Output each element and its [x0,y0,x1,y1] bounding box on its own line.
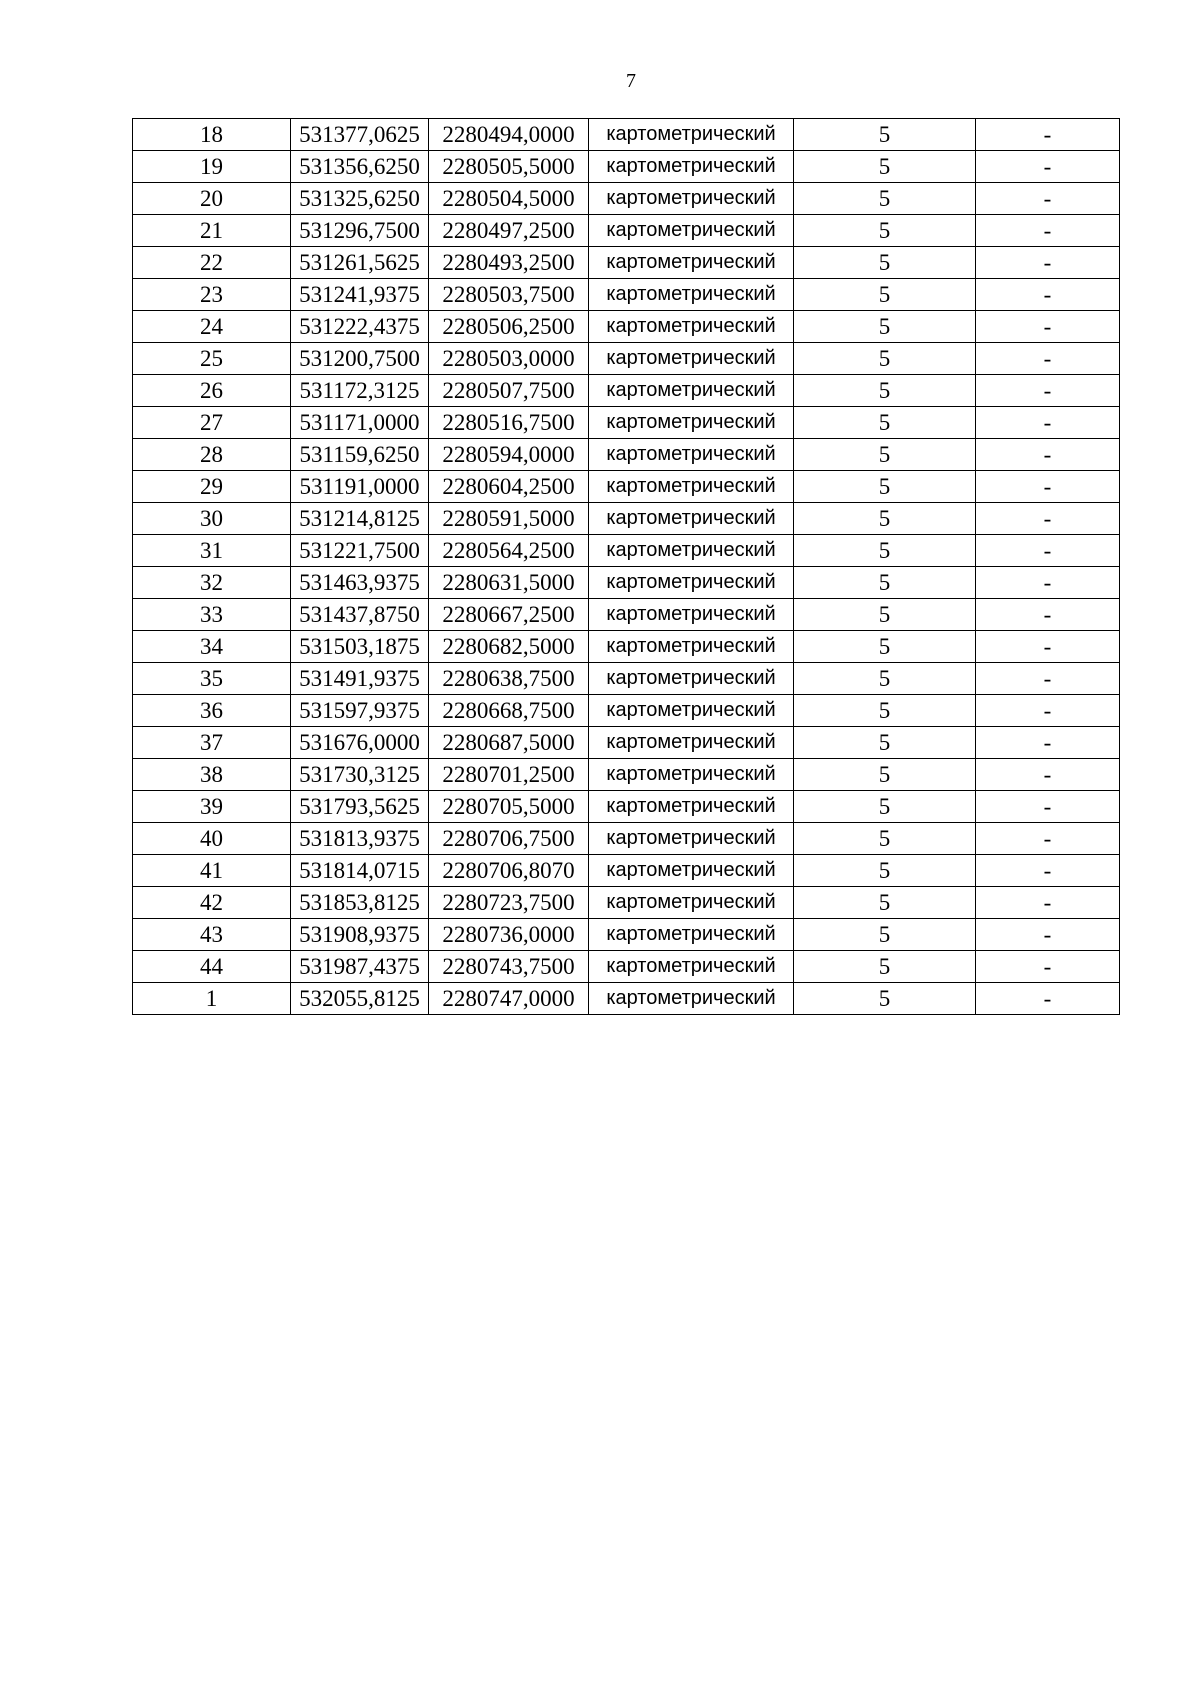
table-row [133,631,1120,663]
method-cell: картометрический [589,695,794,727]
table-row [133,983,1120,1015]
accuracy-cell: 5 [794,951,976,983]
point-number-cell: 21 [133,215,291,247]
point-number-cell: 43 [133,919,291,951]
method-cell: картометрический [589,503,794,535]
note-cell: - [976,535,1120,567]
note-cell: - [976,375,1120,407]
method-cell: картометрический [589,823,794,855]
table-row [133,855,1120,887]
accuracy-cell: 5 [794,503,976,535]
table-row [133,471,1120,503]
y-coordinate-cell: 2280503,7500 [429,279,589,311]
point-number-cell: 29 [133,471,291,503]
x-coordinate-cell: 531491,9375 [291,663,429,695]
method-cell: картометрический [589,663,794,695]
note-cell: - [976,343,1120,375]
note-cell: - [976,215,1120,247]
table-row [133,535,1120,567]
y-coordinate-cell: 2280505,5000 [429,151,589,183]
note-cell: - [976,951,1120,983]
x-coordinate-cell: 531191,0000 [291,471,429,503]
point-number-cell: 30 [133,503,291,535]
x-coordinate-cell: 531296,7500 [291,215,429,247]
x-coordinate-cell: 531676,0000 [291,727,429,759]
method-cell: картометрический [589,471,794,503]
point-number-cell: 1 [133,983,291,1015]
y-coordinate-cell: 2280705,5000 [429,791,589,823]
method-cell: картометрический [589,855,794,887]
accuracy-cell: 5 [794,343,976,375]
accuracy-cell: 5 [794,311,976,343]
table-row [133,375,1120,407]
point-number-cell: 28 [133,439,291,471]
accuracy-cell: 5 [794,567,976,599]
x-coordinate-cell: 531463,9375 [291,567,429,599]
table-row [133,183,1120,215]
accuracy-cell: 5 [794,759,976,791]
method-cell: картометрический [589,183,794,215]
point-number-cell: 27 [133,407,291,439]
x-coordinate-cell: 531814,0715 [291,855,429,887]
note-cell: - [976,887,1120,919]
point-number-cell: 37 [133,727,291,759]
y-coordinate-cell: 2280516,7500 [429,407,589,439]
y-coordinate-cell: 2280503,0000 [429,343,589,375]
method-cell: картометрический [589,599,794,631]
y-coordinate-cell: 2280706,8070 [429,855,589,887]
x-coordinate-cell: 531853,8125 [291,887,429,919]
note-cell: - [976,759,1120,791]
y-coordinate-cell: 2280594,0000 [429,439,589,471]
x-coordinate-cell: 531730,3125 [291,759,429,791]
x-coordinate-cell: 531793,5625 [291,791,429,823]
y-coordinate-cell: 2280638,7500 [429,663,589,695]
note-cell: - [976,855,1120,887]
accuracy-cell: 5 [794,119,976,151]
page-number: 7 [626,70,636,92]
accuracy-cell: 5 [794,855,976,887]
point-number-cell: 22 [133,247,291,279]
method-cell: картометрический [589,407,794,439]
point-number-cell: 36 [133,695,291,727]
note-cell: - [976,823,1120,855]
method-cell: картометрический [589,119,794,151]
method-cell: картометрический [589,311,794,343]
method-cell: картометрический [589,375,794,407]
method-cell: картометрический [589,951,794,983]
table-row [133,951,1120,983]
point-number-cell: 25 [133,343,291,375]
accuracy-cell: 5 [794,439,976,471]
table-row [133,567,1120,599]
method-cell: картометрический [589,439,794,471]
table-row [133,311,1120,343]
y-coordinate-cell: 2280591,5000 [429,503,589,535]
accuracy-cell: 5 [794,215,976,247]
x-coordinate-cell: 531325,6250 [291,183,429,215]
y-coordinate-cell: 2280493,2500 [429,247,589,279]
note-cell: - [976,695,1120,727]
accuracy-cell: 5 [794,919,976,951]
table-row [133,407,1120,439]
y-coordinate-cell: 2280506,2500 [429,311,589,343]
table-row [133,919,1120,951]
point-number-cell: 32 [133,567,291,599]
y-coordinate-cell: 2280687,5000 [429,727,589,759]
x-coordinate-cell: 531987,4375 [291,951,429,983]
note-cell: - [976,567,1120,599]
method-cell: картометрический [589,791,794,823]
table-row [133,439,1120,471]
point-number-cell: 24 [133,311,291,343]
note-cell: - [976,503,1120,535]
table-row [133,759,1120,791]
table-row [133,151,1120,183]
accuracy-cell: 5 [794,471,976,503]
note-cell: - [976,663,1120,695]
note-cell: - [976,791,1120,823]
table-row [133,215,1120,247]
note-cell: - [976,247,1120,279]
table-row [133,119,1120,151]
table-row [133,599,1120,631]
note-cell: - [976,407,1120,439]
point-number-cell: 23 [133,279,291,311]
y-coordinate-cell: 2280723,7500 [429,887,589,919]
x-coordinate-cell: 531159,6250 [291,439,429,471]
x-coordinate-cell: 532055,8125 [291,983,429,1015]
table-row [133,695,1120,727]
accuracy-cell: 5 [794,791,976,823]
table-row [133,279,1120,311]
accuracy-cell: 5 [794,407,976,439]
y-coordinate-cell: 2280494,0000 [429,119,589,151]
accuracy-cell: 5 [794,631,976,663]
accuracy-cell: 5 [794,983,976,1015]
note-cell: - [976,471,1120,503]
accuracy-cell: 5 [794,599,976,631]
y-coordinate-cell: 2280747,0000 [429,983,589,1015]
method-cell: картометрический [589,279,794,311]
y-coordinate-cell: 2280604,2500 [429,471,589,503]
note-cell: - [976,983,1120,1015]
x-coordinate-cell: 531171,0000 [291,407,429,439]
x-coordinate-cell: 531356,6250 [291,151,429,183]
note-cell: - [976,919,1120,951]
x-coordinate-cell: 531222,4375 [291,311,429,343]
x-coordinate-cell: 531597,9375 [291,695,429,727]
y-coordinate-cell: 2280668,7500 [429,695,589,727]
point-number-cell: 39 [133,791,291,823]
coordinates-table-body [133,119,1120,1015]
x-coordinate-cell: 531241,9375 [291,279,429,311]
point-number-cell: 31 [133,535,291,567]
x-coordinate-cell: 531377,0625 [291,119,429,151]
accuracy-cell: 5 [794,695,976,727]
point-number-cell: 41 [133,855,291,887]
table-row [133,823,1120,855]
method-cell: картометрический [589,567,794,599]
point-number-cell: 20 [133,183,291,215]
accuracy-cell: 5 [794,375,976,407]
accuracy-cell: 5 [794,727,976,759]
x-coordinate-cell: 531172,3125 [291,375,429,407]
x-coordinate-cell: 531813,9375 [291,823,429,855]
point-number-cell: 42 [133,887,291,919]
method-cell: картометрический [589,727,794,759]
x-coordinate-cell: 531908,9375 [291,919,429,951]
point-number-cell: 44 [133,951,291,983]
point-number-cell: 38 [133,759,291,791]
table-row [133,343,1120,375]
accuracy-cell: 5 [794,279,976,311]
note-cell: - [976,279,1120,311]
x-coordinate-cell: 531221,7500 [291,535,429,567]
accuracy-cell: 5 [794,663,976,695]
method-cell: картометрический [589,151,794,183]
accuracy-cell: 5 [794,183,976,215]
method-cell: картометрический [589,247,794,279]
method-cell: картометрический [589,631,794,663]
accuracy-cell: 5 [794,247,976,279]
y-coordinate-cell: 2280706,7500 [429,823,589,855]
table-row [133,503,1120,535]
method-cell: картометрический [589,343,794,375]
table-row [133,791,1120,823]
method-cell: картометрический [589,215,794,247]
method-cell: картометрический [589,983,794,1015]
point-number-cell: 35 [133,663,291,695]
table-row [133,887,1120,919]
note-cell: - [976,439,1120,471]
point-number-cell: 34 [133,631,291,663]
method-cell: картометрический [589,759,794,791]
point-number-cell: 33 [133,599,291,631]
x-coordinate-cell: 531437,8750 [291,599,429,631]
y-coordinate-cell: 2280743,7500 [429,951,589,983]
coordinates-table [132,118,1120,1015]
accuracy-cell: 5 [794,535,976,567]
point-number-cell: 26 [133,375,291,407]
method-cell: картометрический [589,887,794,919]
y-coordinate-cell: 2280507,7500 [429,375,589,407]
note-cell: - [976,727,1120,759]
y-coordinate-cell: 2280667,2500 [429,599,589,631]
y-coordinate-cell: 2280701,2500 [429,759,589,791]
y-coordinate-cell: 2280736,0000 [429,919,589,951]
table-row [133,247,1120,279]
x-coordinate-cell: 531503,1875 [291,631,429,663]
table-row [133,663,1120,695]
note-cell: - [976,183,1120,215]
y-coordinate-cell: 2280564,2500 [429,535,589,567]
note-cell: - [976,151,1120,183]
note-cell: - [976,599,1120,631]
note-cell: - [976,311,1120,343]
accuracy-cell: 5 [794,823,976,855]
method-cell: картометрический [589,919,794,951]
table-row [133,727,1120,759]
accuracy-cell: 5 [794,887,976,919]
y-coordinate-cell: 2280497,2500 [429,215,589,247]
point-number-cell: 18 [133,119,291,151]
point-number-cell: 40 [133,823,291,855]
accuracy-cell: 5 [794,151,976,183]
x-coordinate-cell: 531200,7500 [291,343,429,375]
y-coordinate-cell: 2280504,5000 [429,183,589,215]
x-coordinate-cell: 531214,8125 [291,503,429,535]
method-cell: картометрический [589,535,794,567]
y-coordinate-cell: 2280682,5000 [429,631,589,663]
note-cell: - [976,119,1120,151]
point-number-cell: 19 [133,151,291,183]
y-coordinate-cell: 2280631,5000 [429,567,589,599]
note-cell: - [976,631,1120,663]
x-coordinate-cell: 531261,5625 [291,247,429,279]
